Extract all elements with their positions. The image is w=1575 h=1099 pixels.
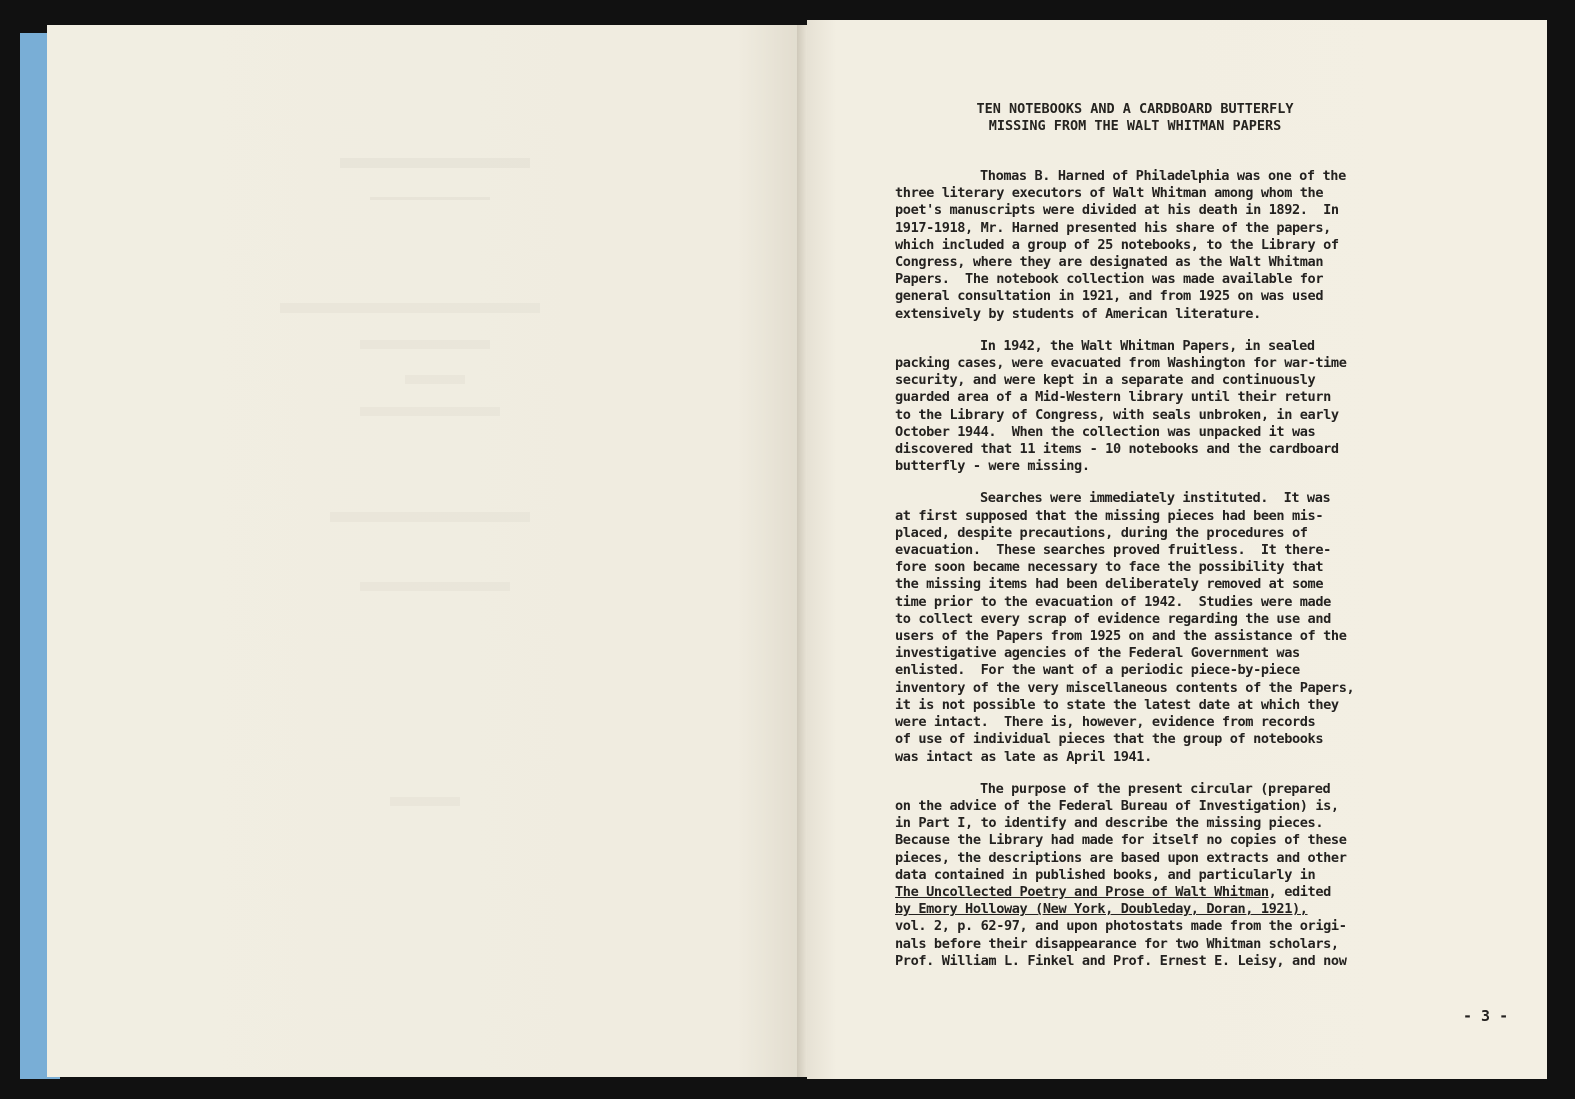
text-line: The purpose of the present circular (prepared <box>980 780 1331 797</box>
body-text <box>895 168 1385 985</box>
book-gutter <box>797 25 807 1077</box>
left-page-blank <box>47 25 797 1077</box>
text-line: security, and were kept in a separate and continuously <box>895 372 1316 389</box>
paragraph-3 <box>895 490 1385 765</box>
text-fragment: , edited <box>1268 883 1331 900</box>
text-line: to collect every scrap of evidence regarding the use and <box>895 610 1331 627</box>
text-line: the missing items had been deliberately removed at some <box>895 576 1324 593</box>
text-line: of use of individual pieces that the group of notebooks <box>895 731 1324 748</box>
text-line: Papers. The notebook collection was made available for <box>895 271 1324 288</box>
text-line: was intact as late as April 1941. <box>895 748 1152 765</box>
text-line: at first supposed that the missing pieces had been mis- <box>895 507 1324 524</box>
text-line: evacuation. These searches proved fruitless. It there- <box>895 542 1331 559</box>
text-line: In 1942, the Walt Whitman Papers, in sealed <box>980 337 1315 354</box>
text-line: which included a group of 25 notebooks, to the Library of <box>895 236 1339 253</box>
text-line: Congress, where they are designated as the Walt Whitman <box>895 254 1324 271</box>
text-line: fore soon became necessary to face the possibility that <box>895 559 1324 576</box>
text-line: were intact. There is, however, evidence from records <box>895 714 1316 731</box>
text-line: users of the Papers from 1925 on and the assistance of the <box>895 628 1347 645</box>
text-line: nals before their disappearance for two Whitman scholars, <box>895 935 1339 952</box>
text-line: time prior to the evacuation of 1942. Studies were made <box>895 593 1331 610</box>
text-line: general consultation in 1921, and from 1925 on was used <box>895 288 1324 305</box>
document-heading <box>905 101 1365 135</box>
text-line: investigative agencies of the Federal Government was <box>895 645 1300 662</box>
text-line: 1917-1918, Mr. Harned presented his share of the papers, <box>895 219 1331 236</box>
text-line: in Part I, to identify and describe the missing pieces. <box>895 815 1324 832</box>
text-line: inventory of the very miscellaneous contents of the Papers, <box>895 679 1355 696</box>
text-line: packing cases, were evacuated from Washington for war-time <box>895 355 1347 372</box>
text-line: enlisted. For the want of a periodic piece-by-piece <box>895 662 1300 679</box>
cited-book-title: The Uncollected Poetry and Prose of Walt Whitman <box>895 883 1269 900</box>
text-line: to the Library of Congress, with seals unbroken, in early <box>895 406 1339 423</box>
text-line: Searches were immediately instituted. It was <box>980 490 1331 507</box>
paragraph-2 <box>895 338 1385 476</box>
text-line: three literary executors of Walt Whitman among whom the <box>895 185 1324 202</box>
text-line: data contained in published books, and particularly in <box>895 866 1316 883</box>
paragraph-4 <box>895 781 1385 970</box>
text-line: butterfly - were missing. <box>895 458 1090 475</box>
text-line: extensively by students of American literature. <box>895 305 1261 322</box>
text-line: Because the Library had made for itself no copies of these <box>895 832 1347 849</box>
text-line: Thomas B. Harned of Philadelphia was one of the <box>980 168 1346 184</box>
heading-line-1: TEN NOTEBOOKS AND A CARDBOARD BUTTERFLY <box>976 101 1294 117</box>
text-line: guarded area of a Mid-Western library until their return <box>895 389 1331 406</box>
page-number: - 3 - <box>1463 1007 1509 1025</box>
cited-book-details: by Emory Holloway (New York, Doubleday, Doran, 1921), <box>895 901 1308 918</box>
text-line: vol. 2, p. 62-97, and upon photostats made from the origi- <box>895 918 1347 935</box>
cited-title-line <box>895 884 1385 901</box>
text-line: October 1944. When the collection was unpacked it was <box>895 423 1316 440</box>
text-line: it is not possible to state the latest date at which they <box>895 696 1339 713</box>
heading-line-2: MISSING FROM THE WALT WHITMAN PAPERS <box>988 118 1282 134</box>
text-line: pieces, the descriptions are based upon extracts and other <box>895 849 1347 866</box>
text-line: on the advice of the Federal Bureau of Investigation) is, <box>895 797 1339 814</box>
text-line: poet's manuscripts were divided at his death in 1892. In <box>895 202 1339 219</box>
text-line: Prof. William L. Finkel and Prof. Ernest E. Leisy, and now <box>895 952 1347 969</box>
paragraph-1 <box>895 168 1385 323</box>
text-line: discovered that 11 items - 10 notebooks and the cardboard <box>895 441 1339 458</box>
text-line: placed, despite precautions, during the procedures of <box>895 524 1308 541</box>
